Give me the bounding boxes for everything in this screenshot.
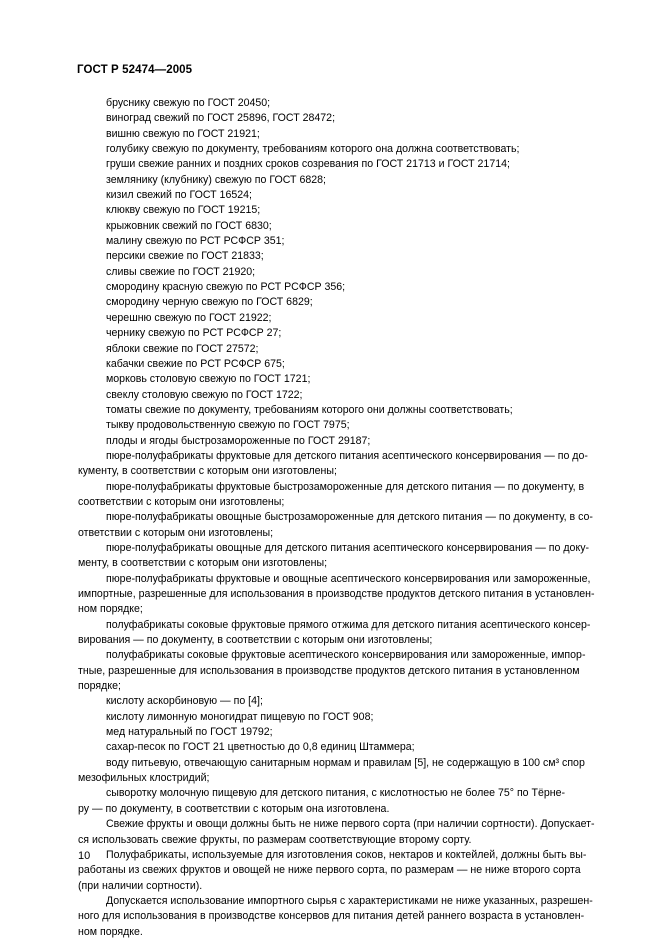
list-item: виноград свежий по ГОСТ 25896, ГОСТ 28472; bbox=[106, 112, 336, 125]
paragraph-line: полуфабрикаты соковые фруктовые прямого отжима для детского питания асептического консер- bbox=[106, 618, 591, 631]
list-item: морковь столовую свежую по ГОСТ 1721; bbox=[106, 373, 311, 386]
paragraph-line: тные, разрешенные для использования в производстве продуктов детского питания в установленном bbox=[78, 664, 580, 677]
list-item: кабачки свежие по РСТ РСФСР 675; bbox=[106, 357, 285, 370]
list-item: бруснику свежую по ГОСТ 20450; bbox=[106, 97, 271, 109]
paragraph bbox=[78, 894, 606, 940]
list-item: сахар-песок по ГОСТ 21 цветностью до 0,8 единиц Штаммера; bbox=[106, 741, 415, 754]
paragraph-line: пюре-полуфабрикаты фруктовые и овощные асептического консервирования или замороженные, bbox=[106, 572, 591, 585]
list-item: кислоту аскорбиновую — по [4]; bbox=[106, 695, 263, 708]
list-item: смородину красную свежую по РСТ РСФСР 356; bbox=[106, 281, 346, 294]
list-item: тыкву продовольственную свежую по ГОСТ 7975; bbox=[106, 419, 350, 432]
list-item: яблоки свежие по ГОСТ 27572; bbox=[106, 342, 259, 355]
paragraph-line: ном порядке; bbox=[78, 603, 143, 616]
list-item: кислоту лимонную моногидрат пищевую по ГОСТ 908; bbox=[106, 710, 374, 723]
paragraph bbox=[78, 817, 606, 848]
paragraph-line: Свежие фрукты и овощи должны быть не ниже первого сорта (при наличии сортности). Допускает- bbox=[106, 818, 595, 831]
list-item: свеклу столовую свежую по ГОСТ 1722; bbox=[106, 388, 303, 401]
paragraph-line: менту, в соответствии с которым они изготовлены; bbox=[78, 557, 328, 570]
list-item: мед натуральный по ГОСТ 19792; bbox=[106, 726, 273, 739]
list-item: персики свежие по ГОСТ 21833; bbox=[106, 250, 264, 263]
list-item: груши свежие ранних и поздних сроков созревания по ГОСТ 21713 и ГОСТ 21714; bbox=[106, 158, 510, 171]
paragraph bbox=[78, 541, 606, 572]
paragraph bbox=[78, 756, 606, 787]
paragraph-line: ся использовать свежие фрукты, по размерам соответствующие второму сорту. bbox=[78, 833, 472, 846]
raw-materials-list bbox=[78, 96, 606, 449]
list-item: плоды и ягоды быстрозамороженные по ГОСТ 29187; bbox=[106, 434, 371, 447]
requirements-paragraphs bbox=[78, 756, 606, 940]
page-number: 10 bbox=[78, 850, 91, 862]
paragraph-line: пюре-полуфабрикаты овощные быстрозамороженные для детского питания — по документу, в со- bbox=[106, 511, 593, 524]
paragraph-line: кументу, в соответствии с которым они изготовлены; bbox=[78, 465, 337, 478]
list-item: малину свежую по РСТ РСФСР 351; bbox=[106, 235, 285, 248]
paragraph-line: пюре-полуфабрикаты овощные для детского питания асептического консервирования — по доку- bbox=[106, 541, 590, 554]
paragraph-line: сыворотку молочную пищевую для детского питания, с кислотностью не более 75° по Тёрне- bbox=[106, 787, 566, 800]
document-header: ГОСТ Р 52474—2005 bbox=[77, 64, 193, 76]
paragraph bbox=[78, 572, 606, 618]
list-item: вишню свежую по ГОСТ 21921; bbox=[106, 127, 260, 140]
paragraph-line: ном порядке. bbox=[78, 925, 143, 938]
paragraph-line: работаны из свежих фруктов и овощей не ниже первого сорта, по размерам — не ниже второго сорта bbox=[78, 864, 581, 877]
list-item: крыжовник свежий по ГОСТ 6830; bbox=[106, 219, 272, 232]
paragraph-line: импортные, разрешенные для использования в производстве продуктов детского питания в установлен- bbox=[78, 588, 595, 600]
paragraph-line: пюре-полуфабрикаты фруктовые быстрозамороженные для детского питания — по документу, в bbox=[106, 480, 585, 493]
paragraph-line: мезофильных клостридий; bbox=[78, 772, 210, 785]
list-item: клюкву свежую по ГОСТ 19215; bbox=[106, 204, 261, 217]
paragraph-line: пюре-полуфабрикаты фруктовые для детского питания асептического консервирования — по до- bbox=[106, 449, 588, 462]
paragraph-line: ру — по документу, в соответствии с которым она изготовлена. bbox=[78, 802, 390, 815]
list-item: чернику свежую по РСТ РСФСР 27; bbox=[106, 327, 282, 340]
paragraph-line: соответствии с которым они изготовлены; bbox=[78, 495, 285, 508]
list-item: черешню свежую по ГОСТ 21922; bbox=[106, 311, 272, 324]
paragraph bbox=[78, 510, 606, 541]
list-item: томаты свежие по документу, требованиям которого они должны соответствовать; bbox=[106, 403, 513, 416]
paragraph-line: порядке; bbox=[78, 680, 121, 693]
paragraph bbox=[78, 848, 606, 894]
paragraph-line: полуфабрикаты соковые фруктовые асептического консервирования или замороженные, импор- bbox=[106, 649, 586, 662]
paragraph bbox=[78, 480, 606, 511]
paragraph bbox=[78, 786, 606, 817]
paragraph-line: ного для использования в производстве консервов для питания детей раннего возраста в установлен- bbox=[78, 910, 585, 923]
paragraph bbox=[78, 648, 606, 694]
list-item: смородину черную свежую по ГОСТ 6829; bbox=[106, 296, 313, 309]
paragraph-line: (при наличии сортности). bbox=[78, 879, 203, 892]
paragraph bbox=[78, 449, 606, 480]
list-item: сливы свежие по ГОСТ 21920; bbox=[106, 265, 256, 278]
semi-products-paragraphs bbox=[78, 449, 606, 695]
paragraph-line: Допускается использование импортного сырья с характеристиками не ниже указанных, разрешен- bbox=[106, 894, 593, 907]
paragraph-line: вирования — по документу, в соответствии с которым они изготовлены; bbox=[78, 634, 433, 647]
paragraph-line: Полуфабрикаты, используемые для изготовления соков, нектаров и коктейлей, должны быть вы- bbox=[106, 848, 587, 861]
paragraph bbox=[78, 618, 606, 649]
list-item: землянику (клубнику) свежую по ГОСТ 6828; bbox=[106, 173, 326, 186]
document-body bbox=[78, 96, 606, 940]
list-item: кизил свежий по ГОСТ 16524; bbox=[106, 189, 252, 202]
paragraph-line: ответствии с которым они изготовлены; bbox=[78, 526, 274, 539]
additives-list bbox=[78, 694, 606, 755]
paragraph-line: воду питьевую, отвечающую санитарным нормам и правилам [5], не содержащую в 100 см³ спор bbox=[106, 756, 585, 769]
list-item: голубику свежую по документу, требованиям которого она должна соответствовать; bbox=[106, 143, 520, 156]
